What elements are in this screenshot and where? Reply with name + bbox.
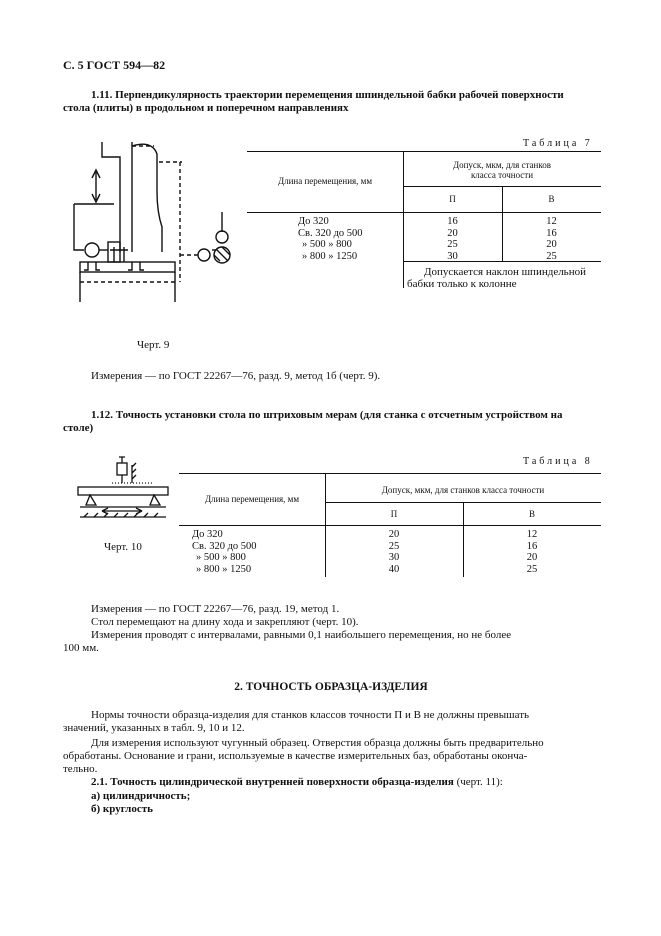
figure-9-drawing xyxy=(62,132,247,312)
section-1-12-heading-line2: столе) xyxy=(63,422,94,434)
section-1-12-text-line4: 100 мм. xyxy=(63,642,99,654)
table-8-group-header: Допуск, мкм, для станков класса точности xyxy=(381,485,545,495)
table-8-v-cell: 25 xyxy=(526,563,538,575)
section-1-12-heading-line1: 1.12. Точность установки стола по штриховым мерам (для станка с отсчетным устройством на xyxy=(91,409,563,421)
table-8-length-cell: Св. 320 до 500 xyxy=(192,540,257,552)
table-7-class-v: В xyxy=(548,194,555,204)
section-1-12-text-line3: Измерения проводят с интервалами, равными 0,1 наибольшего перемещения, но не более xyxy=(91,629,512,641)
table-7-v-cell: 20 xyxy=(546,239,557,250)
table-7-p-cell: 25 xyxy=(447,239,458,250)
table-8-class-p: П xyxy=(390,509,398,519)
section-1-12-text-line2: Стол перемещают на длину хода и закрепляют (черт. 10). xyxy=(91,616,359,628)
table-8-p-column xyxy=(325,529,463,575)
figure-9-caption: Черт. 9 xyxy=(137,339,170,351)
table-8-v-cell: 16 xyxy=(526,540,538,552)
table-7-group-header-line1: Допуск, мкм, для станков xyxy=(452,160,552,170)
table-7-p-cell: 30 xyxy=(447,250,458,262)
figure-10-drawing xyxy=(72,455,177,530)
section-2-p1-line1: Нормы точности образца-изделия для станков классов точности П и В не должны превышать xyxy=(91,709,530,721)
section-2-item-b: б) круглость xyxy=(91,803,153,815)
table-7-note-line2: бабки только к колонне xyxy=(407,278,517,290)
table-7-p-cell: 16 xyxy=(447,216,458,227)
section-2-p2-line3: тельно. xyxy=(63,763,98,775)
table-8-v-cell: 12 xyxy=(526,529,538,540)
section-2-title: 2. ТОЧНОСТЬ ОБРАЗЦА-ИЗДЕЛИЯ xyxy=(234,681,428,693)
section-2-item-2-1-heading: 2.1. Точность цилиндрической внутренней поверхности образца-изделия xyxy=(91,776,454,788)
table-8-length-cell: До 320 xyxy=(192,529,223,540)
page-header: С. 5 ГОСТ 594—82 xyxy=(63,58,166,72)
table-8-p-cell: 20 xyxy=(388,529,400,540)
table-8-caption: Таблица 8 xyxy=(523,456,593,467)
table-7-col1-header: Длина перемещения, мм xyxy=(277,176,373,186)
table-8-length-cell: » 800 » 1250 xyxy=(196,563,252,575)
table-7-length-cell: До 320 xyxy=(298,216,329,227)
table-7-p-column xyxy=(403,216,502,262)
table-7-length-cell: » 500 » 800 xyxy=(302,239,352,250)
section-2-item-2-1-rest: (черт. 11): xyxy=(453,776,503,788)
table-8-p-cell: 40 xyxy=(388,563,400,575)
table-7-p-cell: 20 xyxy=(447,227,458,239)
section-1-12-text-line1: Измерения — по ГОСТ 22267—76, разд. 19, метод 1. xyxy=(91,603,340,615)
table-8-length-cell: » 500 » 800 xyxy=(196,552,246,563)
table-8-p-cell: 30 xyxy=(388,552,400,563)
table-7-caption: Таблица 7 xyxy=(523,138,593,149)
figure-10-caption: Черт. 10 xyxy=(104,541,142,553)
table-row xyxy=(192,529,257,575)
table-7-v-cell: 12 xyxy=(546,216,557,227)
section-2-item-2-1 xyxy=(91,775,503,789)
table-7-v-cell: 25 xyxy=(546,250,557,262)
section-1-11-heading-line2: стола (плиты) в продольном и поперечном направлениях xyxy=(63,102,349,114)
section-2-p2-line2: обработаны. Основание и грани, используемые в качестве измерительных баз, обработаны оконча- xyxy=(63,750,528,762)
table-7-v-column xyxy=(502,216,601,262)
table-7-note-line1: Допускается наклон шпиндельной xyxy=(424,266,586,278)
table-7-length-cell: Св. 320 до 500 xyxy=(298,227,363,239)
section-1-11-heading-line1: 1.11. Перпендикулярность траектории перемещения шпиндельной бабки рабочей поверхности xyxy=(91,89,564,101)
table-7-length-cell: » 800 » 1250 xyxy=(302,250,358,262)
table-8-v-column xyxy=(463,529,601,575)
table-8-v-cell: 20 xyxy=(526,552,538,563)
section-1-11-measurement: Измерения — по ГОСТ 22267—76, разд. 9, метод 1б (черт. 9). xyxy=(91,370,381,382)
table-8-col1-header: Длина перемещения, мм xyxy=(204,494,300,504)
section-2-item-a: а) цилиндричность; xyxy=(91,790,191,802)
section-2-p2-line1: Для измерения используют чугунный образец. Отверстия образца должны быть предварительно xyxy=(91,737,544,749)
table-row xyxy=(298,216,363,262)
table-7-class-p: П xyxy=(449,194,456,204)
table-8-p-cell: 25 xyxy=(388,540,400,552)
table-7-v-cell: 16 xyxy=(546,227,557,239)
section-2-p1-line2: значений, указанных в табл. 9, 10 и 12. xyxy=(63,722,245,734)
table-8-class-v: В xyxy=(528,509,535,519)
table-7-group-header-line2: класса точности xyxy=(470,170,534,180)
